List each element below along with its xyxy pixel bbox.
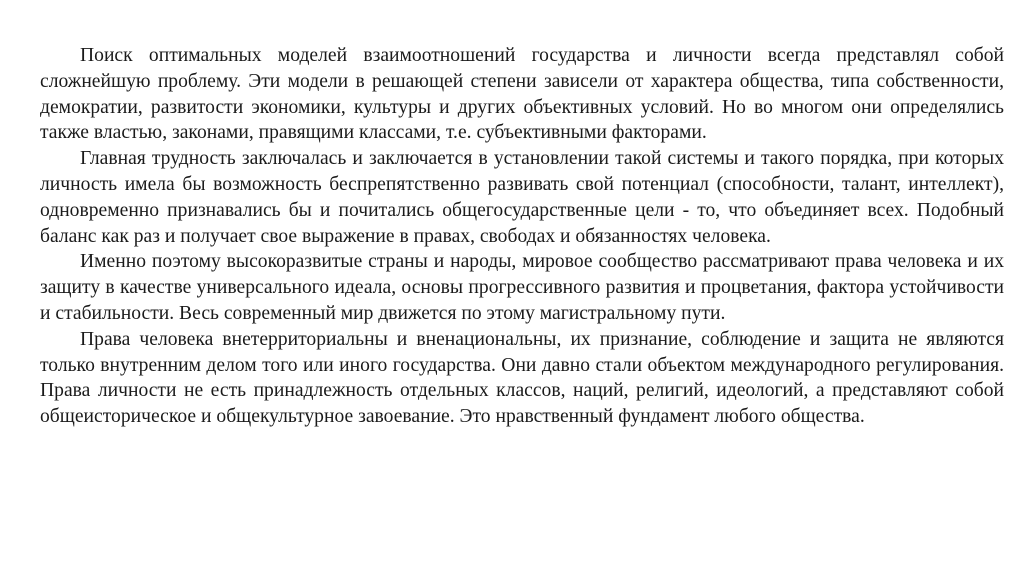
paragraph-2: Главная трудность заключалась и заключается в установлении такой системы и такого порядка, при которых личность имела бы возможность беспрепятственно развивать свой потенциал (способности, талант, интеллект), одновременно признавались бы и почитались общегосударственные цели - то, что объединяет всех. Подобный баланс как раз и получает свое выражение в правах, свободах и обязанностях человека.: [40, 148, 1004, 247]
paragraph-3: Именно поэтому высокоразвитые страны и народы, мировое сообщество рассматривают права человека и их защиту в качестве универсального идеала, основы прогрессивного развития и процветания, фактора устойчивости и стабильности. Весь современный мир движется по этому магистральному пути.: [40, 251, 1004, 324]
slide-text-body: [40, 43, 1004, 430]
paragraph-4: Права человека внетерриториальны и вненациональны, их признание, соблюдение и защита не являются только внутренним делом того или иного государства. Они давно стали объектом международного регулирования. Права личности не есть принадлежность отдельных классов, наций, религий, идеологий, а представляют собой общеисторическое и общекультурное завоевание. Это нравственный фундамент любого общества.: [40, 328, 1004, 428]
paragraph-1: Поиск оптимальных моделей взаимоотношений государства и личности всегда представлял собой сложнейшую проблему. Эти модели в решающей степени зависели от характера общества, типа собственности, демократии, развитости экономики, культуры и других объективных условий. Но во многом они определялись также властью, законами, правящими классами, т.е. субъективными факторами.: [40, 45, 1004, 144]
